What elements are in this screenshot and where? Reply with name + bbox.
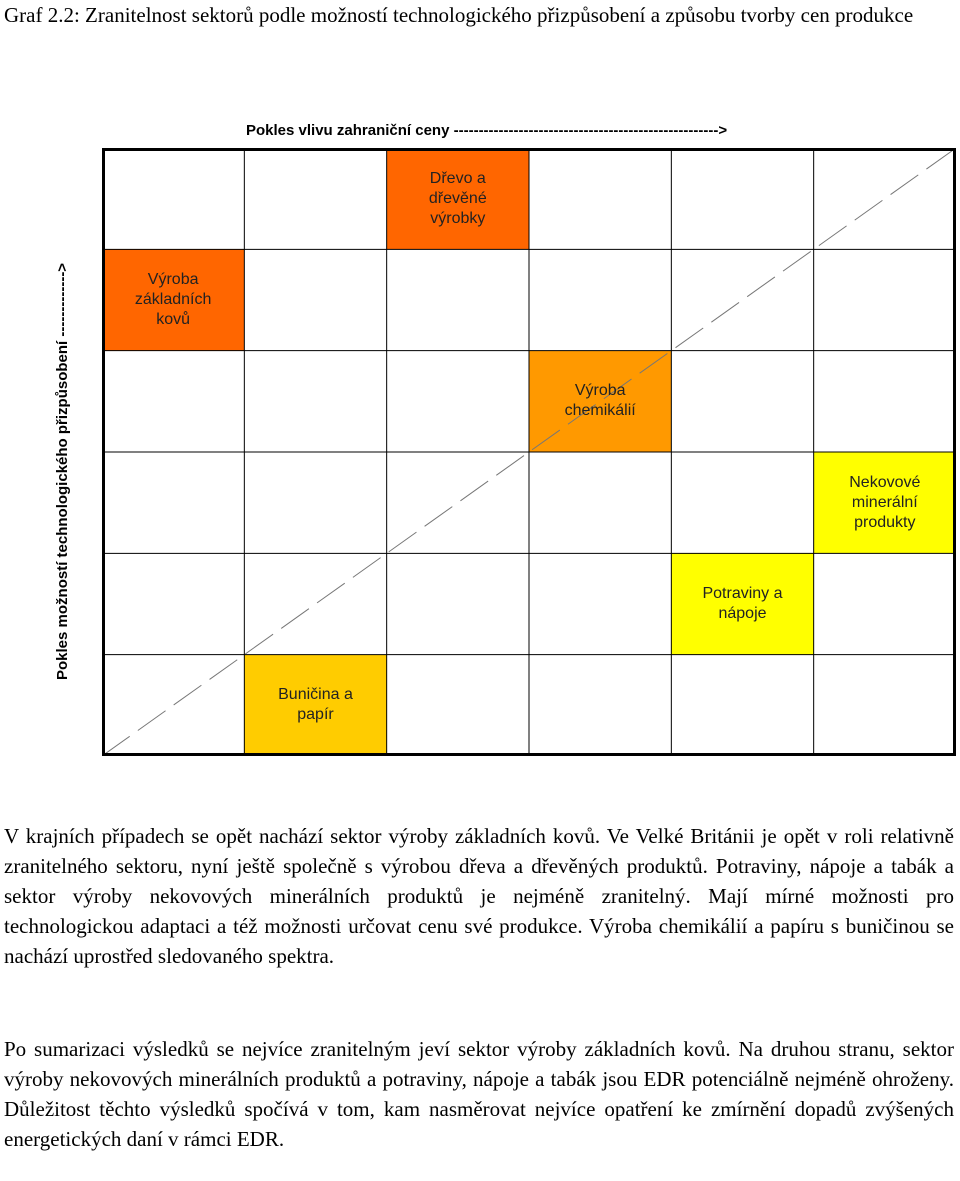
- sector-label: Výroba chemikálií: [564, 382, 636, 420]
- x-axis-label: Pokles vlivu zahraniční ceny ----------------------------------------------------->: [246, 122, 728, 139]
- paragraph-2: Po sumarizaci výsledků se nejvíce zranitelným jeví sektor výroby základních kovů. Na druhou stranu, sektor výroby nekovových minerálních produktů a potraviny, nápoje a tabák jsou EDR potenciálně nejméně ohroženy. Důležitost těchto výsledků spočívá v tom, kam nasměrovat nejvíce opatření ke zmírnění dopadů zvýšených energetických daní v rámci EDR.: [4, 1037, 954, 1151]
- sector-label: Nekovové minerální produkty: [849, 473, 921, 531]
- sector-label: Dřevo a dřevěné výrobky: [428, 169, 487, 227]
- sector-label: Výroba základních kovů: [134, 270, 212, 328]
- sector-label: Buničina a papír: [278, 686, 353, 724]
- vulnerability-grid-chart: [102, 148, 956, 756]
- sector-label: Potraviny a nápoje: [702, 584, 783, 622]
- y-axis-label: Pokles možností technologického přizpůsobení ------------->: [54, 262, 71, 680]
- paragraph-1: V krajních případech se opět nachází sektor výroby základních kovů. Ve Velké Británii je opět v roli relativně zranitelného sektoru, nyní ještě společně s výrobou dřeva a dřevěných produktů. Potraviny, nápoje a tabák a sektor výroby nekovových minerálních produktů je nejméně zranitelný. Mají mírné možnosti pro technologickou adaptaci a též možnosti určovat cenu své produkce. Výroba chemikálií a papíru s buničinou se nachází uprostřed sledovaného spektra.: [4, 824, 954, 968]
- figure-title: Graf 2.2: Zranitelnost sektorů podle možností technologického přizpůsobení a způsobu tvorby cen produkce: [4, 3, 914, 27]
